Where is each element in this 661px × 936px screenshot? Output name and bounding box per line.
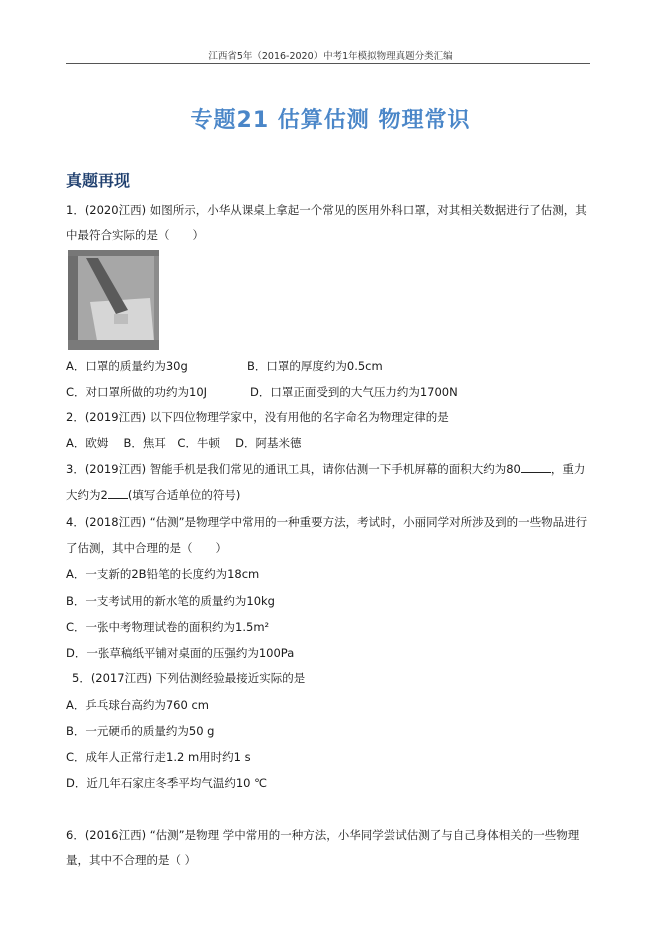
q3-text-1b: ，重力 bbox=[550, 462, 586, 476]
q4-option-c: C．一张中考物理试卷的面积约为1.5m² bbox=[66, 620, 270, 634]
q1-option-c: C．对口罩所做的功约为10J bbox=[66, 385, 208, 399]
page-header: 江西省5年（2016-2020）中考1年模拟物理真题分类汇编 bbox=[208, 51, 453, 62]
q1-option-b: B．口罩的厚度约为0.5cm bbox=[247, 359, 383, 373]
q4-stem-line2: 了估测，其中合理的是（ ） bbox=[66, 541, 227, 555]
q3-answer-blank-1[interactable] bbox=[521, 462, 551, 473]
q3-text-1a: 3．(2019江西) 智能手机是我们常见的通讯工具，请你估测一下手机屏幕的面积大约为80 bbox=[66, 462, 521, 476]
q4-option-a: A．一支新的2B铅笔的长度约为18cm bbox=[66, 567, 260, 581]
q2-stem: 2．(2019江西) 以下四位物理学家中，没有用他的名字命名为物理定律的是 bbox=[66, 410, 449, 424]
page-title: 专题21 估算估测 物理常识 bbox=[190, 108, 471, 133]
q1-option-a: A．口罩的质量约为30g bbox=[66, 359, 188, 373]
q6-stem-line2: 量，其中不合理的是（ ） bbox=[66, 853, 197, 867]
q3-text-2a: 大约为2 bbox=[66, 488, 108, 502]
header-rule bbox=[66, 63, 590, 64]
q3-answer-blank-2[interactable] bbox=[108, 488, 128, 499]
q5-option-c: C．成年人正常行走1.2 m用时约1 s bbox=[66, 750, 251, 764]
q4-option-b: B．一支考试用的新水笔的质量约为10kg bbox=[66, 594, 275, 608]
q3-text-2b: (填写合适单位的符号) bbox=[127, 488, 241, 502]
q2-options: A．欧姆 B．焦耳 C．牛顿 D．阿基米德 bbox=[66, 436, 302, 450]
q4-option-d: D．一张草稿纸平铺对桌面的压强约为100Pa bbox=[66, 646, 295, 660]
mask-photo bbox=[68, 250, 159, 350]
q5-option-b: B．一元硬币的质量约为50 g bbox=[66, 724, 215, 738]
q3-stem-line2 bbox=[66, 487, 240, 503]
q4-stem-line1: 4．(2018江西) “估测”是物理学中常用的一种重要方法，考试时，小丽同学对所涉及到的一些物品进行 bbox=[66, 515, 588, 529]
q1-stem-line2: 中最符合实际的是（ ） bbox=[66, 228, 204, 242]
q1-option-d: D．口罩正面受到的大气压力约为1700N bbox=[250, 385, 458, 399]
section-heading: 真题再现 bbox=[66, 171, 131, 190]
q3-stem-line1 bbox=[66, 461, 585, 477]
q5-option-a: A．乒乓球台高约为760 cm bbox=[66, 698, 209, 712]
q5-stem: 5．(2017江西) 下列估测经验最接近实际的是 bbox=[72, 671, 306, 685]
q5-option-d: D．近几年石家庄冬季平均气温约10 ℃ bbox=[66, 776, 268, 790]
q6-stem-line1: 6．(2016江西) “估测”是物理 学中常用的一种方法，小华同学尝试估测了与自己身体相关的一些物理 bbox=[66, 828, 580, 842]
q1-stem-line1: 1．(2020江西) 如图所示，小华从课桌上拿起一个常见的医用外科口罩，对其相关数据进行了估测，其 bbox=[66, 203, 587, 217]
mask-photo-illustration bbox=[68, 250, 159, 350]
